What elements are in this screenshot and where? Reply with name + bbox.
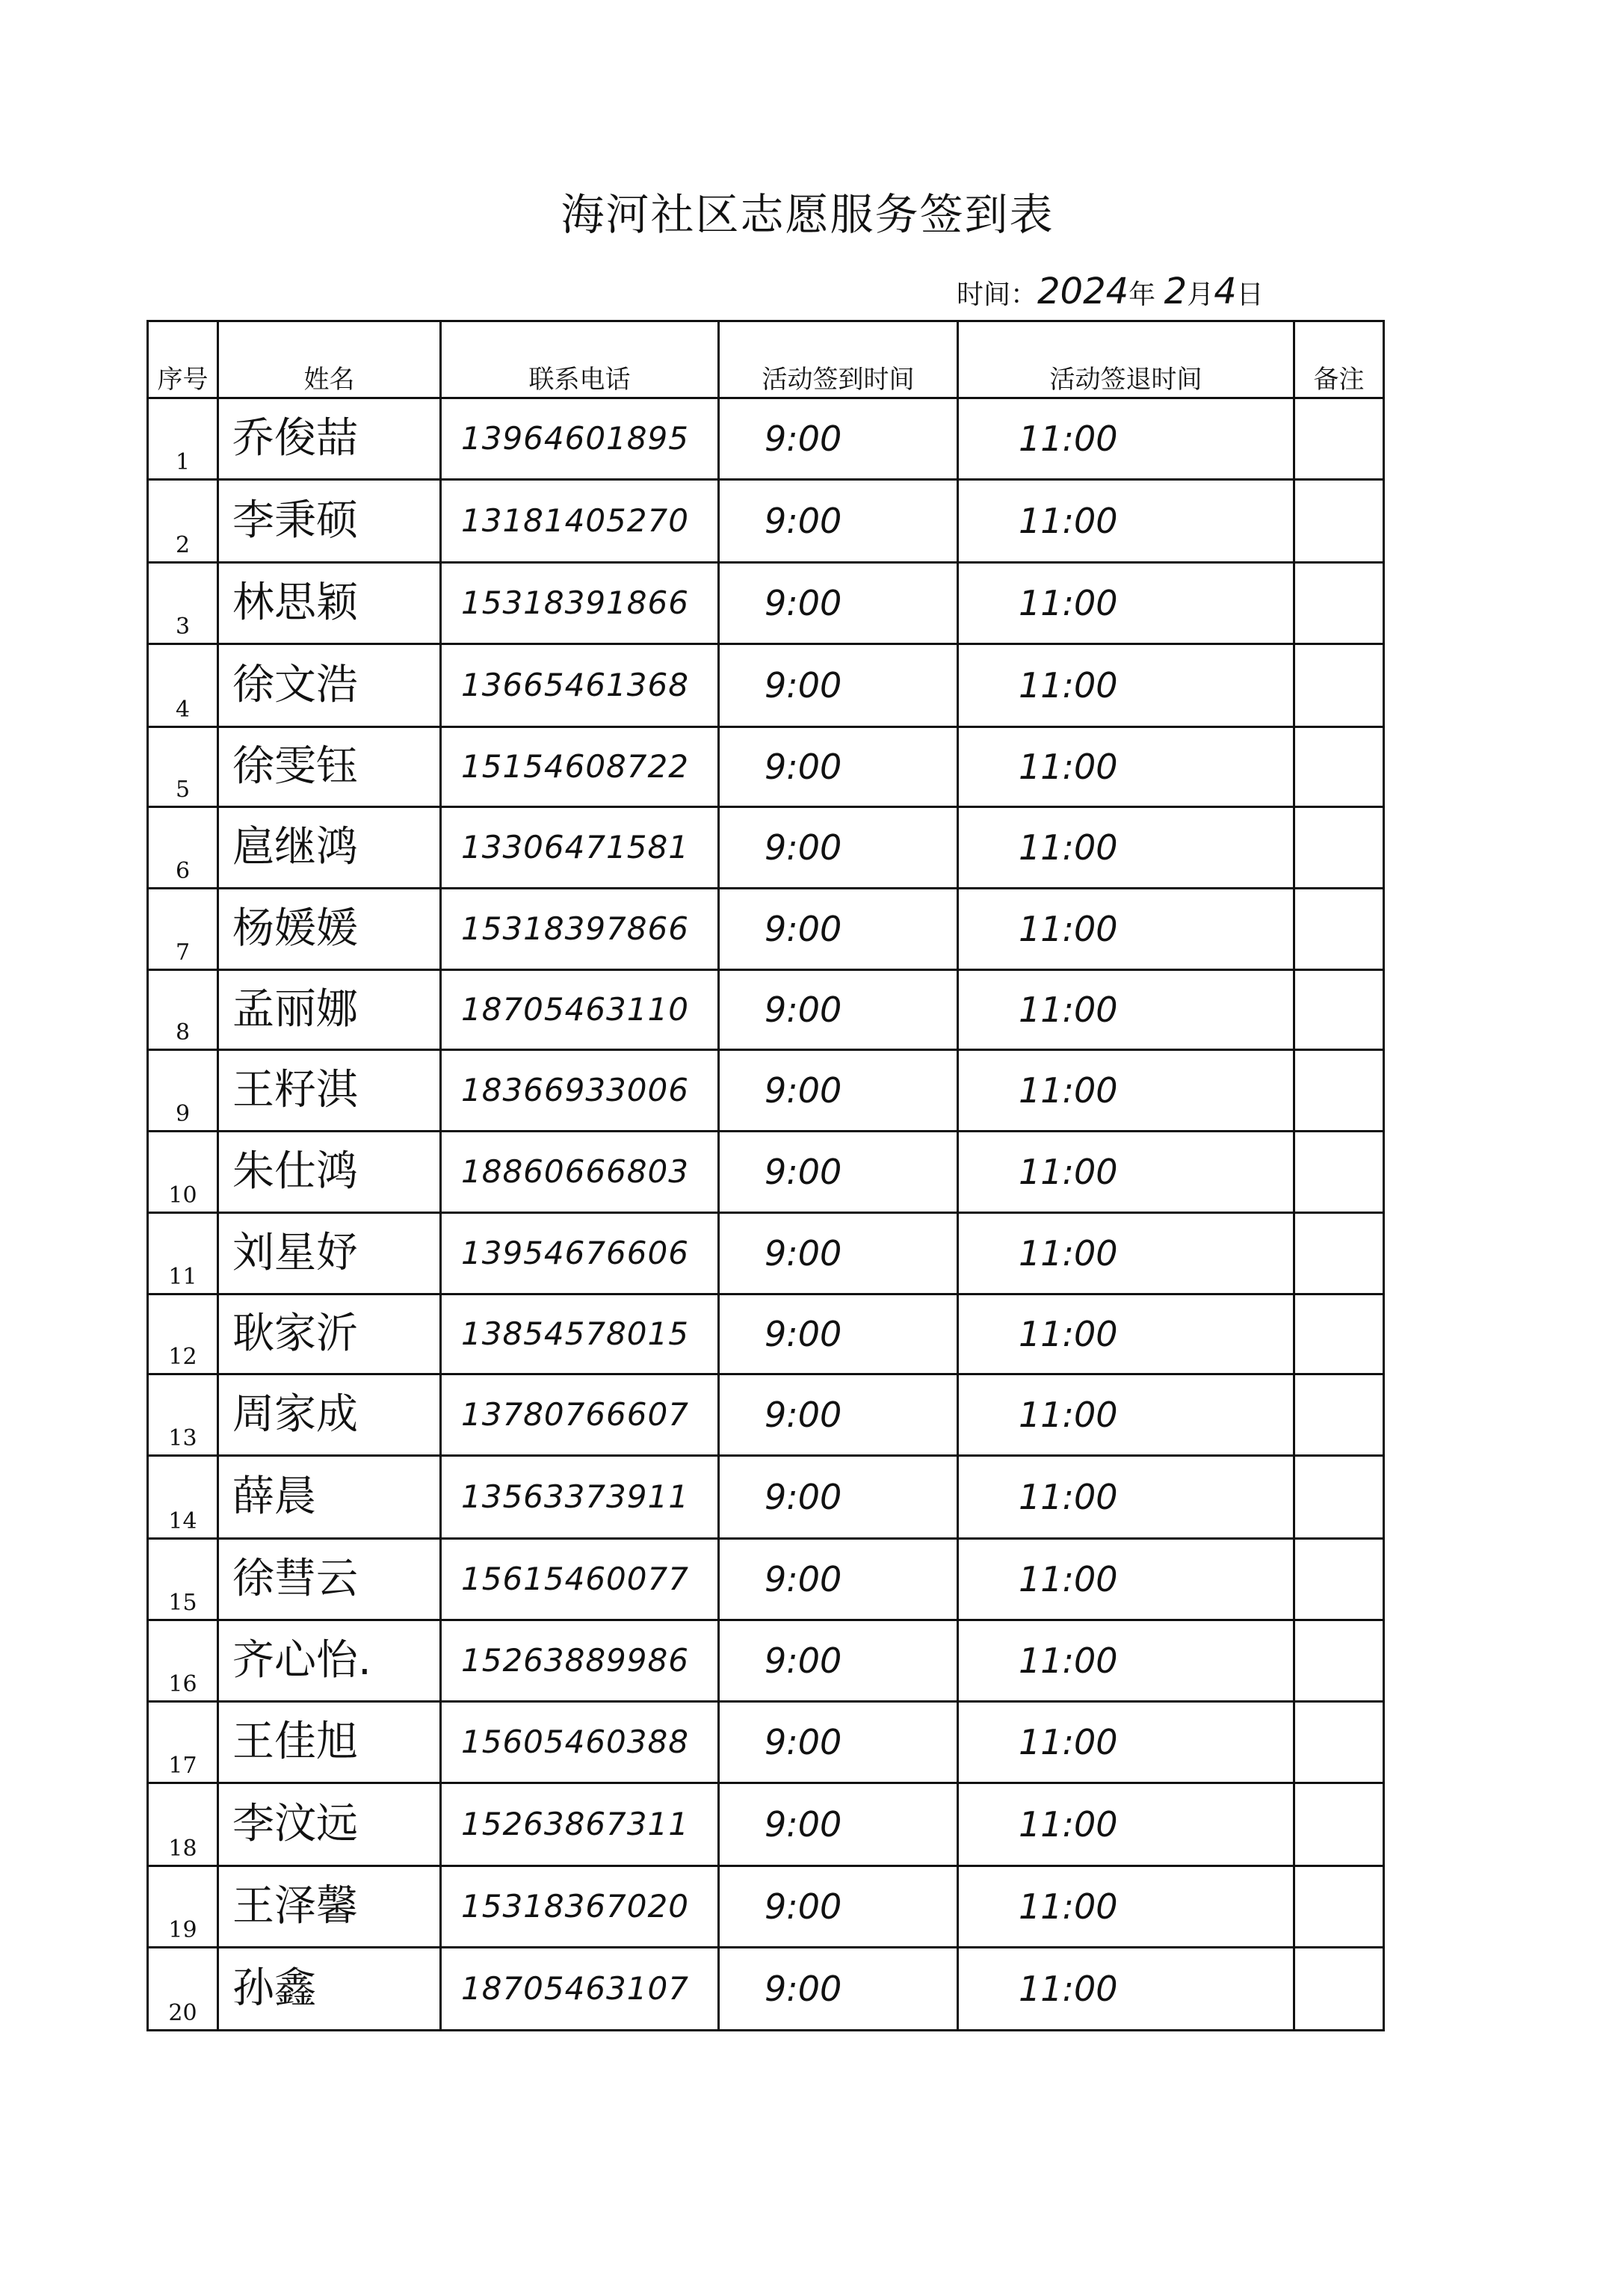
volunteer-name: 乔俊喆 <box>232 414 358 463</box>
remark-cell <box>1294 1702 1384 1783</box>
checkout-cell <box>958 1620 1294 1702</box>
row-number: 13 <box>168 1425 197 1451</box>
name-cell <box>218 563 441 644</box>
checkout-cell <box>958 970 1294 1050</box>
index-cell <box>148 1374 218 1456</box>
phone-number: 15318367020 <box>461 1888 689 1925</box>
checkout-time: 11:00 <box>1019 1070 1118 1111</box>
phone-number: 13665461368 <box>461 667 689 703</box>
row-number: 9 <box>175 1101 191 1127</box>
phone-cell <box>441 1866 719 1948</box>
table-row <box>148 480 1384 563</box>
table-row <box>148 1620 1384 1702</box>
phone-cell <box>441 480 719 563</box>
name-cell <box>218 1702 441 1783</box>
checkin-cell <box>719 1539 958 1620</box>
volunteer-name: 刘星妤 <box>232 1229 358 1277</box>
volunteer-name: 朱仕鸿 <box>232 1147 358 1196</box>
phone-number: 13854578015 <box>461 1315 689 1352</box>
remark-cell <box>1294 1132 1384 1213</box>
checkout-cell <box>958 480 1294 563</box>
volunteer-name: 李汶远 <box>232 1800 358 1848</box>
phone-cell <box>441 644 719 727</box>
remark-cell <box>1294 889 1384 970</box>
row-number: 15 <box>168 1590 197 1616</box>
checkin-cell <box>719 480 958 563</box>
checkout-cell <box>958 1948 1294 2031</box>
phone-number: 15318391866 <box>461 584 689 621</box>
index-cell <box>148 1050 218 1132</box>
row-number: 14 <box>168 1508 197 1534</box>
volunteer-name: 薛晨 <box>232 1472 316 1521</box>
checkout-cell <box>958 727 1294 807</box>
checkin-time: 9:00 <box>765 583 842 623</box>
header-checkin-time: 活动签到时间 <box>719 321 958 398</box>
checkout-time: 11:00 <box>1019 1641 1118 1681</box>
table-row <box>148 1783 1384 1866</box>
phone-number: 18860666803 <box>461 1153 689 1190</box>
volunteer-name: 徐文浩 <box>232 661 358 709</box>
index-cell <box>148 1948 218 2031</box>
row-number: 6 <box>175 858 191 884</box>
index-cell <box>148 1783 218 1866</box>
table-row <box>148 1213 1384 1294</box>
phone-number: 15605460388 <box>461 1723 689 1760</box>
table-row <box>148 1050 1384 1132</box>
date-month-unit: 月 <box>1187 280 1214 310</box>
volunteer-name: 扈继鸿 <box>232 823 358 871</box>
table-row <box>148 1539 1384 1620</box>
checkin-time: 9:00 <box>765 1070 842 1111</box>
table-row <box>148 1456 1384 1539</box>
remark-cell <box>1294 1294 1384 1374</box>
header-checkout-time: 活动签退时间 <box>958 321 1294 398</box>
index-cell <box>148 398 218 480</box>
volunteer-name: 李秉硕 <box>232 496 358 545</box>
remark-cell <box>1294 1374 1384 1456</box>
header-remark: 备注 <box>1294 321 1384 398</box>
phone-number: 13964601895 <box>461 420 689 457</box>
date-month: 2 <box>1164 271 1188 312</box>
checkin-time: 9:00 <box>765 1641 842 1681</box>
checkout-cell <box>958 889 1294 970</box>
checkout-time: 11:00 <box>1019 1722 1118 1762</box>
name-cell <box>218 1374 441 1456</box>
volunteer-name: 孟丽娜 <box>232 985 358 1034</box>
phone-cell <box>441 398 719 480</box>
checkout-cell <box>958 563 1294 644</box>
checkout-cell <box>958 1294 1294 1374</box>
checkin-cell <box>719 1866 958 1948</box>
phone-number: 18366933006 <box>461 1072 689 1108</box>
checkout-cell <box>958 1783 1294 1866</box>
checkin-time: 9:00 <box>765 1477 842 1517</box>
phone-cell <box>441 1783 719 1866</box>
checkin-time: 9:00 <box>765 990 842 1030</box>
index-cell <box>148 727 218 807</box>
checkin-cell <box>719 644 958 727</box>
checkout-time: 11:00 <box>1019 1314 1118 1354</box>
row-number: 17 <box>168 1753 197 1779</box>
remark-cell <box>1294 1539 1384 1620</box>
name-cell <box>218 727 441 807</box>
row-number: 20 <box>168 2000 197 2026</box>
index-cell <box>148 1866 218 1948</box>
index-cell <box>148 1702 218 1783</box>
checkout-cell <box>958 644 1294 727</box>
phone-cell <box>441 1456 719 1539</box>
volunteer-name: 林思颖 <box>232 578 358 627</box>
remark-cell <box>1294 1456 1384 1539</box>
checkout-cell <box>958 1132 1294 1213</box>
index-cell <box>148 807 218 889</box>
name-cell <box>218 1294 441 1374</box>
checkin-time: 9:00 <box>765 1969 842 2009</box>
checkin-cell <box>719 398 958 480</box>
index-cell <box>148 480 218 563</box>
checkout-cell <box>958 1702 1294 1783</box>
phone-number: 13954676606 <box>461 1235 689 1271</box>
volunteer-name: 王籽淇 <box>232 1066 358 1114</box>
phone-cell <box>441 1620 719 1702</box>
phone-cell <box>441 970 719 1050</box>
checkin-time: 9:00 <box>765 1395 842 1435</box>
checkin-time: 9:00 <box>765 827 842 868</box>
table-row <box>148 644 1384 727</box>
volunteer-name: 齐心怡. <box>232 1636 371 1685</box>
table-row <box>148 398 1384 480</box>
header-phone: 联系电话 <box>441 321 719 398</box>
date-year: 2024 <box>1037 271 1129 312</box>
phone-number: 18705463110 <box>461 991 689 1028</box>
checkin-cell <box>719 1620 958 1702</box>
checkout-time: 11:00 <box>1019 501 1118 541</box>
checkout-cell <box>958 1050 1294 1132</box>
table-row <box>148 1294 1384 1374</box>
volunteer-name: 徐雯钰 <box>232 742 358 791</box>
checkin-cell <box>719 1294 958 1374</box>
checkout-time: 11:00 <box>1019 1559 1118 1599</box>
phone-number: 15263889986 <box>461 1642 689 1679</box>
checkout-time: 11:00 <box>1019 1233 1118 1274</box>
checkin-cell <box>719 1456 958 1539</box>
table-row <box>148 1374 1384 1456</box>
checkout-cell <box>958 398 1294 480</box>
name-cell <box>218 644 441 727</box>
checkout-cell <box>958 807 1294 889</box>
row-number: 10 <box>168 1182 197 1209</box>
checkin-time: 9:00 <box>765 1559 842 1599</box>
index-cell <box>148 1213 218 1294</box>
phone-number: 13563373911 <box>461 1478 689 1515</box>
phone-number: 15318397866 <box>461 910 689 947</box>
remark-cell <box>1294 1050 1384 1132</box>
checkout-time: 11:00 <box>1019 1969 1118 2009</box>
checkin-time: 9:00 <box>765 909 842 949</box>
phone-cell <box>441 1294 719 1374</box>
index-cell <box>148 563 218 644</box>
date-line <box>957 271 1264 312</box>
checkin-time: 9:00 <box>765 1886 842 1927</box>
checkin-cell <box>719 1050 958 1132</box>
checkout-time: 11:00 <box>1019 747 1118 787</box>
checkout-time: 11:00 <box>1019 419 1118 459</box>
row-number: 19 <box>168 1917 197 1943</box>
phone-cell <box>441 1702 719 1783</box>
table-row <box>148 1866 1384 1948</box>
name-cell <box>218 1456 441 1539</box>
checkin-cell <box>719 1374 958 1456</box>
remark-cell <box>1294 644 1384 727</box>
remark-cell <box>1294 1620 1384 1702</box>
remark-cell <box>1294 1866 1384 1948</box>
phone-cell <box>441 1374 719 1456</box>
checkout-time: 11:00 <box>1019 990 1118 1030</box>
checkout-cell <box>958 1456 1294 1539</box>
volunteer-name: 周家成 <box>232 1390 358 1439</box>
remark-cell <box>1294 970 1384 1050</box>
checkout-time: 11:00 <box>1019 583 1118 623</box>
table-row <box>148 1132 1384 1213</box>
remark-cell <box>1294 398 1384 480</box>
name-cell <box>218 1539 441 1620</box>
phone-number: 13181405270 <box>461 502 689 539</box>
checkout-time: 11:00 <box>1019 1152 1118 1192</box>
checkin-cell <box>719 889 958 970</box>
index-cell <box>148 644 218 727</box>
phone-cell <box>441 563 719 644</box>
checkout-time: 11:00 <box>1019 827 1118 868</box>
table-row <box>148 727 1384 807</box>
name-cell <box>218 970 441 1050</box>
table-row <box>148 807 1384 889</box>
phone-cell <box>441 1539 719 1620</box>
volunteer-name: 耿家沂 <box>232 1309 358 1358</box>
name-cell <box>218 1132 441 1213</box>
checkout-time: 11:00 <box>1019 1395 1118 1435</box>
remark-cell <box>1294 807 1384 889</box>
index-cell <box>148 970 218 1050</box>
phone-cell <box>441 1132 719 1213</box>
name-cell <box>218 1948 441 2031</box>
name-cell <box>218 480 441 563</box>
remark-cell <box>1294 563 1384 644</box>
name-cell <box>218 889 441 970</box>
index-cell <box>148 1620 218 1702</box>
table-row <box>148 889 1384 970</box>
row-number: 3 <box>175 614 191 640</box>
name-cell <box>218 1783 441 1866</box>
checkin-time: 9:00 <box>765 1804 842 1845</box>
name-cell <box>218 1213 441 1294</box>
phone-cell <box>441 1948 719 2031</box>
checkout-cell <box>958 1539 1294 1620</box>
volunteer-name: 王泽馨 <box>232 1882 358 1931</box>
row-number: 2 <box>175 532 191 558</box>
table-row <box>148 970 1384 1050</box>
name-cell <box>218 398 441 480</box>
checkout-cell <box>958 1866 1294 1948</box>
checkin-time: 9:00 <box>765 747 842 787</box>
phone-number: 18705463107 <box>461 1970 689 2007</box>
phone-number: 13780766607 <box>461 1396 689 1433</box>
table-row <box>148 563 1384 644</box>
date-label: 时间： <box>957 280 1038 310</box>
date-day-unit: 日 <box>1236 280 1264 310</box>
checkin-time: 9:00 <box>765 501 842 541</box>
sign-in-table <box>146 320 1385 2031</box>
volunteer-name: 王佳旭 <box>232 1718 358 1766</box>
header-index: 序号 <box>148 321 218 398</box>
checkin-cell <box>719 807 958 889</box>
volunteer-name: 杨媛媛 <box>232 904 358 953</box>
name-cell <box>218 807 441 889</box>
phone-number: 15154608722 <box>461 748 689 785</box>
date-day: 4 <box>1214 271 1237 312</box>
checkout-time: 11:00 <box>1019 1804 1118 1845</box>
volunteer-name: 徐彗云 <box>232 1555 358 1603</box>
index-cell <box>148 1132 218 1213</box>
row-number: 4 <box>175 697 191 723</box>
checkout-cell <box>958 1213 1294 1294</box>
index-cell <box>148 1539 218 1620</box>
row-number: 12 <box>168 1344 197 1370</box>
index-cell <box>148 889 218 970</box>
row-number: 7 <box>175 939 191 966</box>
phone-number: 13306471581 <box>461 829 689 865</box>
checkin-cell <box>719 970 958 1050</box>
checkout-time: 11:00 <box>1019 1477 1118 1517</box>
row-number: 1 <box>175 449 191 475</box>
name-cell <box>218 1620 441 1702</box>
row-number: 8 <box>175 1019 191 1046</box>
index-cell <box>148 1294 218 1374</box>
phone-cell <box>441 1050 719 1132</box>
checkout-time: 11:00 <box>1019 665 1118 706</box>
checkin-time: 9:00 <box>765 1314 842 1354</box>
checkin-time: 9:00 <box>765 665 842 706</box>
table-row <box>148 1702 1384 1783</box>
name-cell <box>218 1050 441 1132</box>
checkin-time: 9:00 <box>765 1233 842 1274</box>
row-number: 5 <box>175 777 191 803</box>
checkout-cell <box>958 1374 1294 1456</box>
phone-cell <box>441 1213 719 1294</box>
checkout-time: 11:00 <box>1019 909 1118 949</box>
date-year-unit: 年 <box>1128 280 1156 310</box>
page-title: 海河社区志愿服务签到表 <box>561 189 1054 240</box>
table-header-row <box>148 321 1384 398</box>
checkin-time: 9:00 <box>765 1152 842 1192</box>
remark-cell <box>1294 727 1384 807</box>
phone-number: 15263867311 <box>461 1806 689 1842</box>
row-number: 11 <box>168 1264 197 1290</box>
checkin-cell <box>719 1213 958 1294</box>
remark-cell <box>1294 1948 1384 2031</box>
remark-cell <box>1294 480 1384 563</box>
checkin-time: 9:00 <box>765 419 842 459</box>
remark-cell <box>1294 1783 1384 1866</box>
checkin-cell <box>719 1948 958 2031</box>
header-name: 姓名 <box>218 321 441 398</box>
index-cell <box>148 1456 218 1539</box>
checkin-cell <box>719 563 958 644</box>
phone-cell <box>441 807 719 889</box>
volunteer-name: 孙鑫 <box>232 1964 316 2013</box>
checkin-cell <box>719 1132 958 1213</box>
phone-number: 15615460077 <box>461 1561 689 1597</box>
checkin-cell <box>719 727 958 807</box>
remark-cell <box>1294 1213 1384 1294</box>
row-number: 16 <box>168 1671 197 1697</box>
name-cell <box>218 1866 441 1948</box>
checkin-time: 9:00 <box>765 1722 842 1762</box>
row-number: 18 <box>168 1836 197 1862</box>
checkin-cell <box>719 1783 958 1866</box>
phone-cell <box>441 727 719 807</box>
table-row <box>148 1948 1384 2031</box>
phone-cell <box>441 889 719 970</box>
checkin-cell <box>719 1702 958 1783</box>
checkout-time: 11:00 <box>1019 1886 1118 1927</box>
